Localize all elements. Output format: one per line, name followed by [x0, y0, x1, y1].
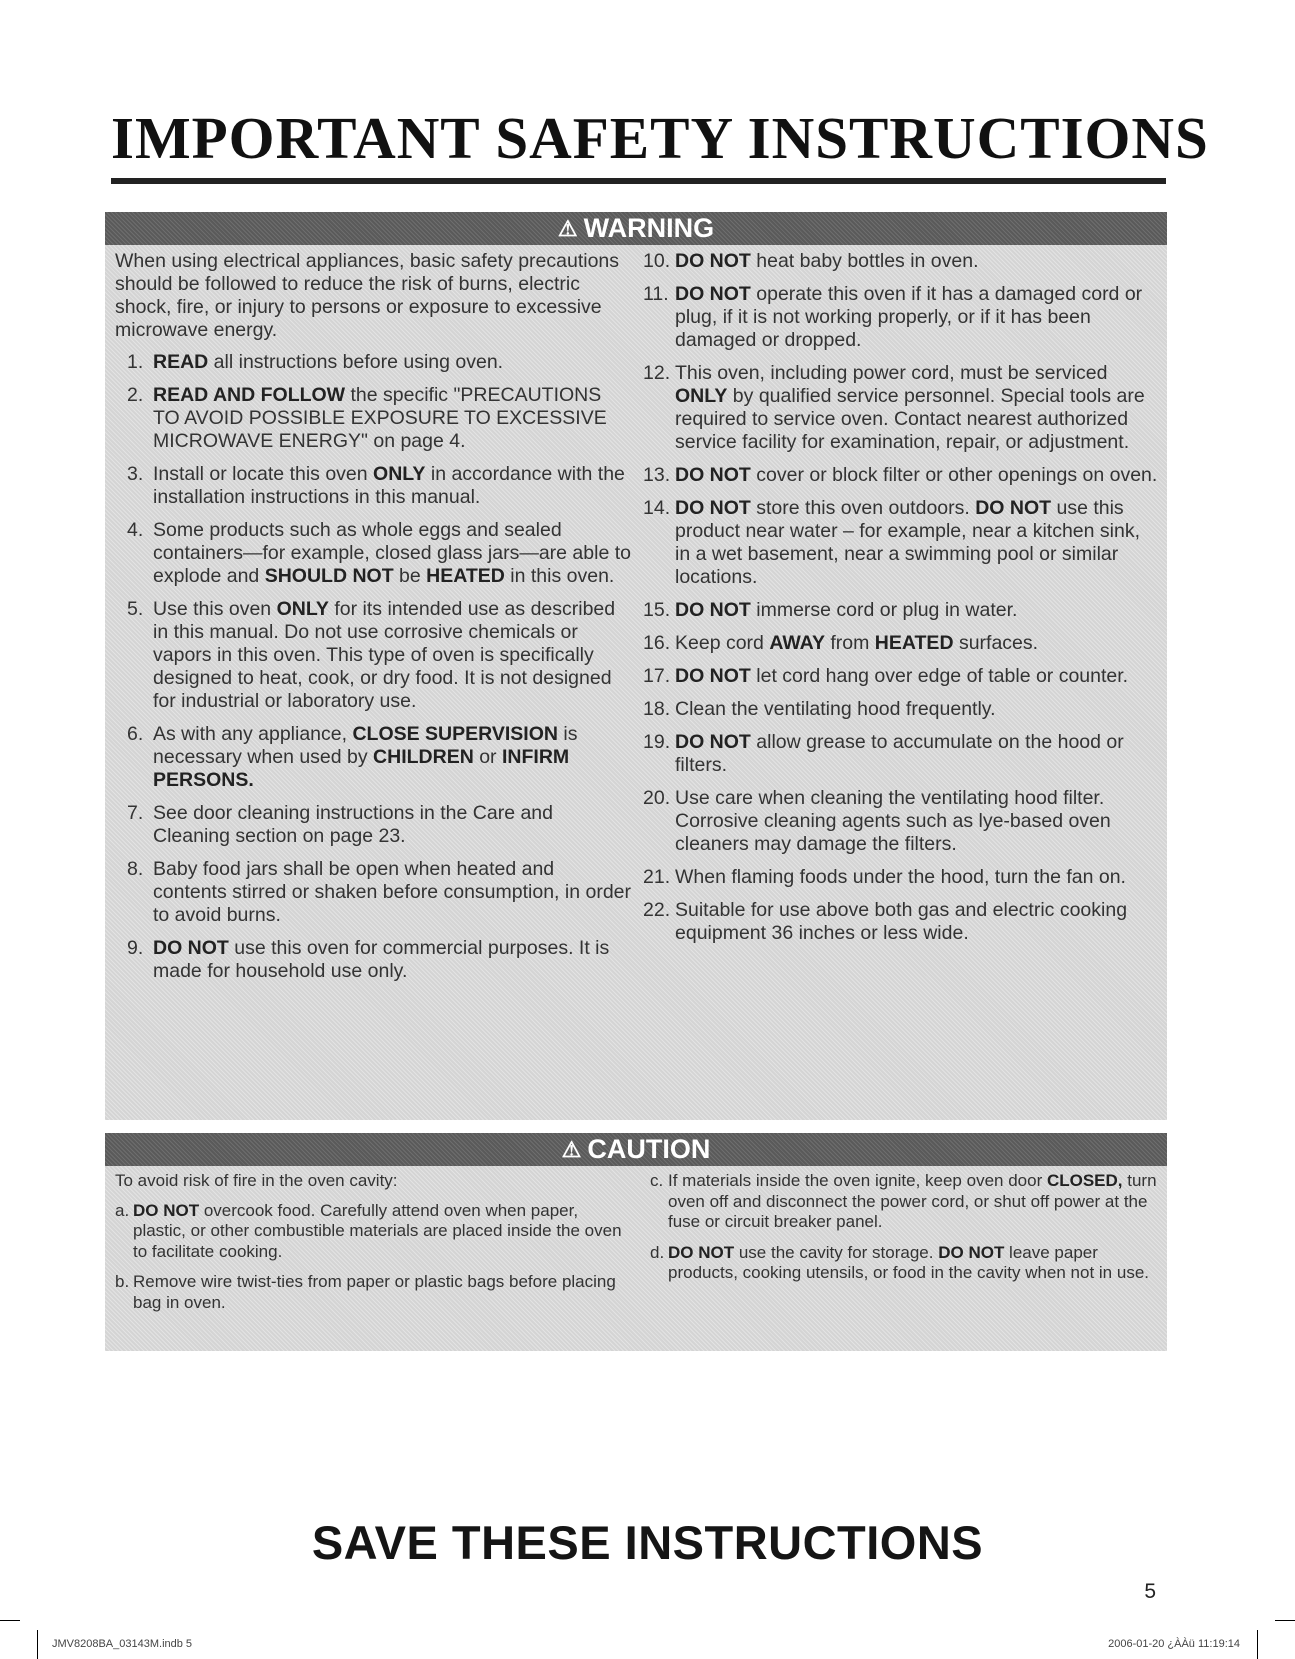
item-emphasis: DO NOT: [133, 1200, 200, 1220]
item-text: turn oven off and disconnect the power cord, or shut off power at the fuse or circuit breaker panel.: [668, 1171, 1157, 1231]
list-item: [643, 362, 1159, 454]
item-number: 2.: [127, 384, 144, 406]
item-text: use the cavity for storage.: [734, 1242, 939, 1262]
item-emphasis: DO NOT: [675, 497, 751, 519]
item-number: 18.: [643, 698, 671, 720]
item-emphasis: DO NOT: [938, 1242, 1005, 1262]
item-emphasis: READ AND FOLLOW: [153, 384, 346, 406]
list-item: [643, 866, 1159, 889]
item-number: 16.: [643, 632, 671, 654]
item-text: When flaming foods under the hood, turn the fan on.: [675, 866, 1126, 888]
page-number: 5: [1144, 1580, 1156, 1603]
item-text: Keep cord: [675, 632, 770, 654]
item-emphasis: READ: [153, 351, 209, 373]
caution-panel: [105, 1133, 1167, 1351]
item-number: 14.: [643, 497, 671, 519]
item-text: for its intended use as described in this manual. Do not use corrosive chemicals or vapors in this oven. This type of oven is specifically designed to heat, cook, or dry food. It is not designed for industrial or laboratory use.: [153, 598, 616, 712]
item-text: allow grease to accumulate on the hood or filters.: [675, 731, 1124, 776]
crop-mark: [37, 1630, 38, 1659]
warning-left-column: [115, 250, 633, 993]
title-rule: [111, 178, 1166, 184]
item-number: d.: [650, 1242, 665, 1262]
caution-heading: CAUTION: [587, 1134, 711, 1164]
item-text: Clean the ventilating hood frequently.: [675, 698, 996, 720]
item-text: the specific "PRECAUTIONS TO AVOID POSSIBLE EXPOSURE TO EXCESSIVE MICROWAVE ENERGY" on page 4.: [153, 384, 607, 452]
item-text: from: [824, 632, 875, 654]
item-emphasis: CLOSE SUPERVISION: [352, 723, 558, 745]
list-item: [643, 250, 1159, 273]
item-emphasis: ONLY: [276, 598, 329, 620]
item-text: overcook food. Carefully attend oven when paper, plastic, or other combustible materials are placed inside the oven to facilitate cooking.: [133, 1200, 622, 1261]
item-emphasis: DO NOT: [675, 731, 751, 753]
caution-left-column: [115, 1171, 633, 1323]
item-emphasis: CHILDREN: [373, 746, 474, 768]
item-number: 6.: [127, 723, 144, 745]
list-item: [115, 1201, 633, 1263]
item-text: cover or block filter or other openings on oven.: [750, 464, 1158, 486]
item-emphasis: DO NOT: [675, 665, 751, 687]
warning-header: [105, 212, 1167, 245]
item-emphasis: DO NOT: [675, 464, 751, 486]
item-number: b.: [115, 1272, 130, 1291]
warning-triangle-icon: ⚠: [557, 216, 578, 241]
item-emphasis: SHOULD NOT: [264, 565, 394, 587]
item-emphasis: DO NOT: [675, 250, 751, 272]
list-item: [643, 787, 1159, 856]
list-item: [115, 598, 633, 713]
warning-list-left: [115, 351, 633, 983]
item-emphasis: DO NOT: [675, 599, 751, 621]
item-text: operate this oven if it has a damaged cord or plug, if it is not working properly, or if it has been damaged or dropped.: [675, 283, 1143, 351]
list-item: [643, 665, 1159, 688]
caution-header: [105, 1133, 1167, 1166]
item-number: 1.: [127, 351, 144, 373]
item-emphasis: AWAY: [769, 632, 825, 654]
item-number: a.: [115, 1200, 130, 1220]
item-number: 22.: [643, 899, 671, 921]
item-emphasis: INFIRM PERSONS.: [153, 746, 570, 791]
item-number: 11.: [643, 283, 669, 305]
item-emphasis: DO NOT: [153, 937, 229, 959]
caution-right-column: [650, 1171, 1160, 1294]
list-item: [115, 802, 633, 848]
item-emphasis: HEATED: [874, 632, 954, 654]
item-text: be: [393, 565, 427, 587]
list-item: [643, 283, 1159, 352]
warning-list-right: [643, 250, 1159, 945]
item-text: Suitable for use above both gas and electric cooking equipment 36 inches or less wide.: [675, 899, 1128, 944]
item-number: 3.: [127, 463, 144, 485]
item-text: heat baby bottles in oven.: [750, 250, 979, 272]
list-item: [115, 723, 633, 792]
list-item: [643, 698, 1159, 721]
list-item: [115, 937, 633, 983]
item-number: 8.: [127, 858, 144, 880]
item-number: 17.: [643, 665, 671, 687]
crop-mark: [1257, 1630, 1258, 1659]
item-number: 12.: [643, 362, 671, 384]
caution-list-right: [650, 1171, 1160, 1284]
item-text: leave paper products, cooking utensils, or food in the cavity when not in use.: [668, 1242, 1149, 1282]
list-item: [643, 731, 1159, 777]
item-number: 7.: [127, 802, 144, 824]
item-text: use this product near water – for example, near a kitchen sink, in a wet basement, near a swimming pool or similar locations.: [675, 497, 1140, 588]
item-text: store this oven outdoors.: [750, 497, 976, 519]
item-number: 21.: [643, 866, 671, 888]
list-item: [115, 384, 633, 453]
warning-panel: [105, 212, 1167, 1120]
caution-triangle-icon: ⚠: [561, 1137, 582, 1162]
page-title: IMPORTANT SAFETY INSTRUCTIONS: [111, 105, 1209, 171]
item-number: 20.: [643, 787, 671, 809]
item-text: immerse cord or plug in water.: [750, 599, 1018, 621]
list-item: [115, 463, 633, 509]
list-item: [643, 464, 1159, 487]
warning-right-column: [643, 250, 1159, 955]
print-slug-left: JMV8208BA_03143M.indb 5: [52, 1638, 193, 1650]
list-item: [650, 1243, 1160, 1284]
item-emphasis: HEATED: [426, 565, 505, 587]
item-text: As with any appliance,: [153, 723, 353, 745]
item-text: in accordance with the installation instructions in this manual.: [153, 463, 625, 508]
item-number: 10.: [643, 250, 671, 272]
item-text: surfaces.: [953, 632, 1039, 654]
list-item: [650, 1171, 1160, 1233]
item-text: Install or locate this oven: [153, 463, 374, 485]
print-slug-right: 2006-01-20 ¿ÀÀü 11:19:14: [1108, 1638, 1240, 1650]
item-emphasis: ONLY: [373, 463, 426, 485]
item-number: 13.: [643, 464, 671, 486]
item-emphasis: ONLY: [675, 385, 728, 407]
crop-mark: [1275, 1620, 1295, 1621]
item-text: all instructions before using oven.: [208, 351, 504, 373]
warning-heading: WARNING: [583, 213, 715, 243]
save-instructions-footer: SAVE THESE INSTRUCTIONS: [311, 1516, 984, 1569]
crop-mark: [0, 1620, 20, 1621]
item-number: 5.: [127, 598, 144, 620]
item-text: Use care when cleaning the ventilating hood filter. Corrosive cleaning agents such as lye-based oven cleaners may damage the filters.: [675, 787, 1111, 855]
item-text: This oven, including power cord, must be serviced: [675, 362, 1108, 384]
item-text: in this oven.: [504, 565, 615, 587]
item-text: See door cleaning instructions in the Care and Cleaning section on page 23.: [153, 802, 553, 847]
list-item: [643, 632, 1159, 655]
item-text: If materials inside the oven ignite, keep oven door: [668, 1171, 1047, 1190]
item-text: let cord hang over edge of table or counter.: [750, 665, 1129, 687]
item-text: use this oven for commercial purposes. It is made for household use only.: [153, 937, 610, 982]
item-text: or: [473, 746, 502, 768]
list-item: [115, 858, 633, 927]
list-item: [115, 519, 633, 588]
item-number: 4.: [127, 519, 144, 541]
item-text: Use this oven: [153, 598, 277, 620]
list-item: [643, 899, 1159, 945]
item-number: c.: [650, 1171, 664, 1190]
item-number: 19.: [643, 731, 671, 753]
list-item: [115, 1272, 633, 1313]
item-text: by qualified service personnel. Special tools are required to service oven. Contact nearest authorized service facility for examination, repair, or adjustment.: [675, 385, 1145, 453]
warning-intro: When using electrical appliances, basic safety precautions should be followed to reduce the risk of burns, electric shock, fire, or injury to persons or exposure to excessive microwave energy.: [115, 250, 620, 341]
caution-list-left: [115, 1201, 633, 1314]
caution-intro: To avoid risk of fire in the oven cavity:: [115, 1171, 398, 1190]
item-text: Remove wire twist-ties from paper or plastic bags before placing bag in oven.: [133, 1272, 616, 1312]
item-emphasis: DO NOT: [675, 283, 751, 305]
list-item: [643, 497, 1159, 589]
item-emphasis: DO NOT: [668, 1242, 735, 1262]
list-item: [643, 599, 1159, 622]
item-text: is necessary when used by: [153, 723, 578, 768]
item-text: Baby food jars shall be open when heated and contents stirred or shaken before consumption, in order to avoid burns.: [153, 858, 632, 926]
item-emphasis: DO NOT: [975, 497, 1052, 519]
list-item: [115, 351, 633, 374]
item-emphasis: CLOSED,: [1046, 1171, 1123, 1190]
item-number: 9.: [127, 937, 144, 959]
item-number: 15.: [643, 599, 671, 621]
item-text: Some products such as whole eggs and sealed containers—for example, closed glass jars—are able to explode and: [153, 519, 631, 587]
